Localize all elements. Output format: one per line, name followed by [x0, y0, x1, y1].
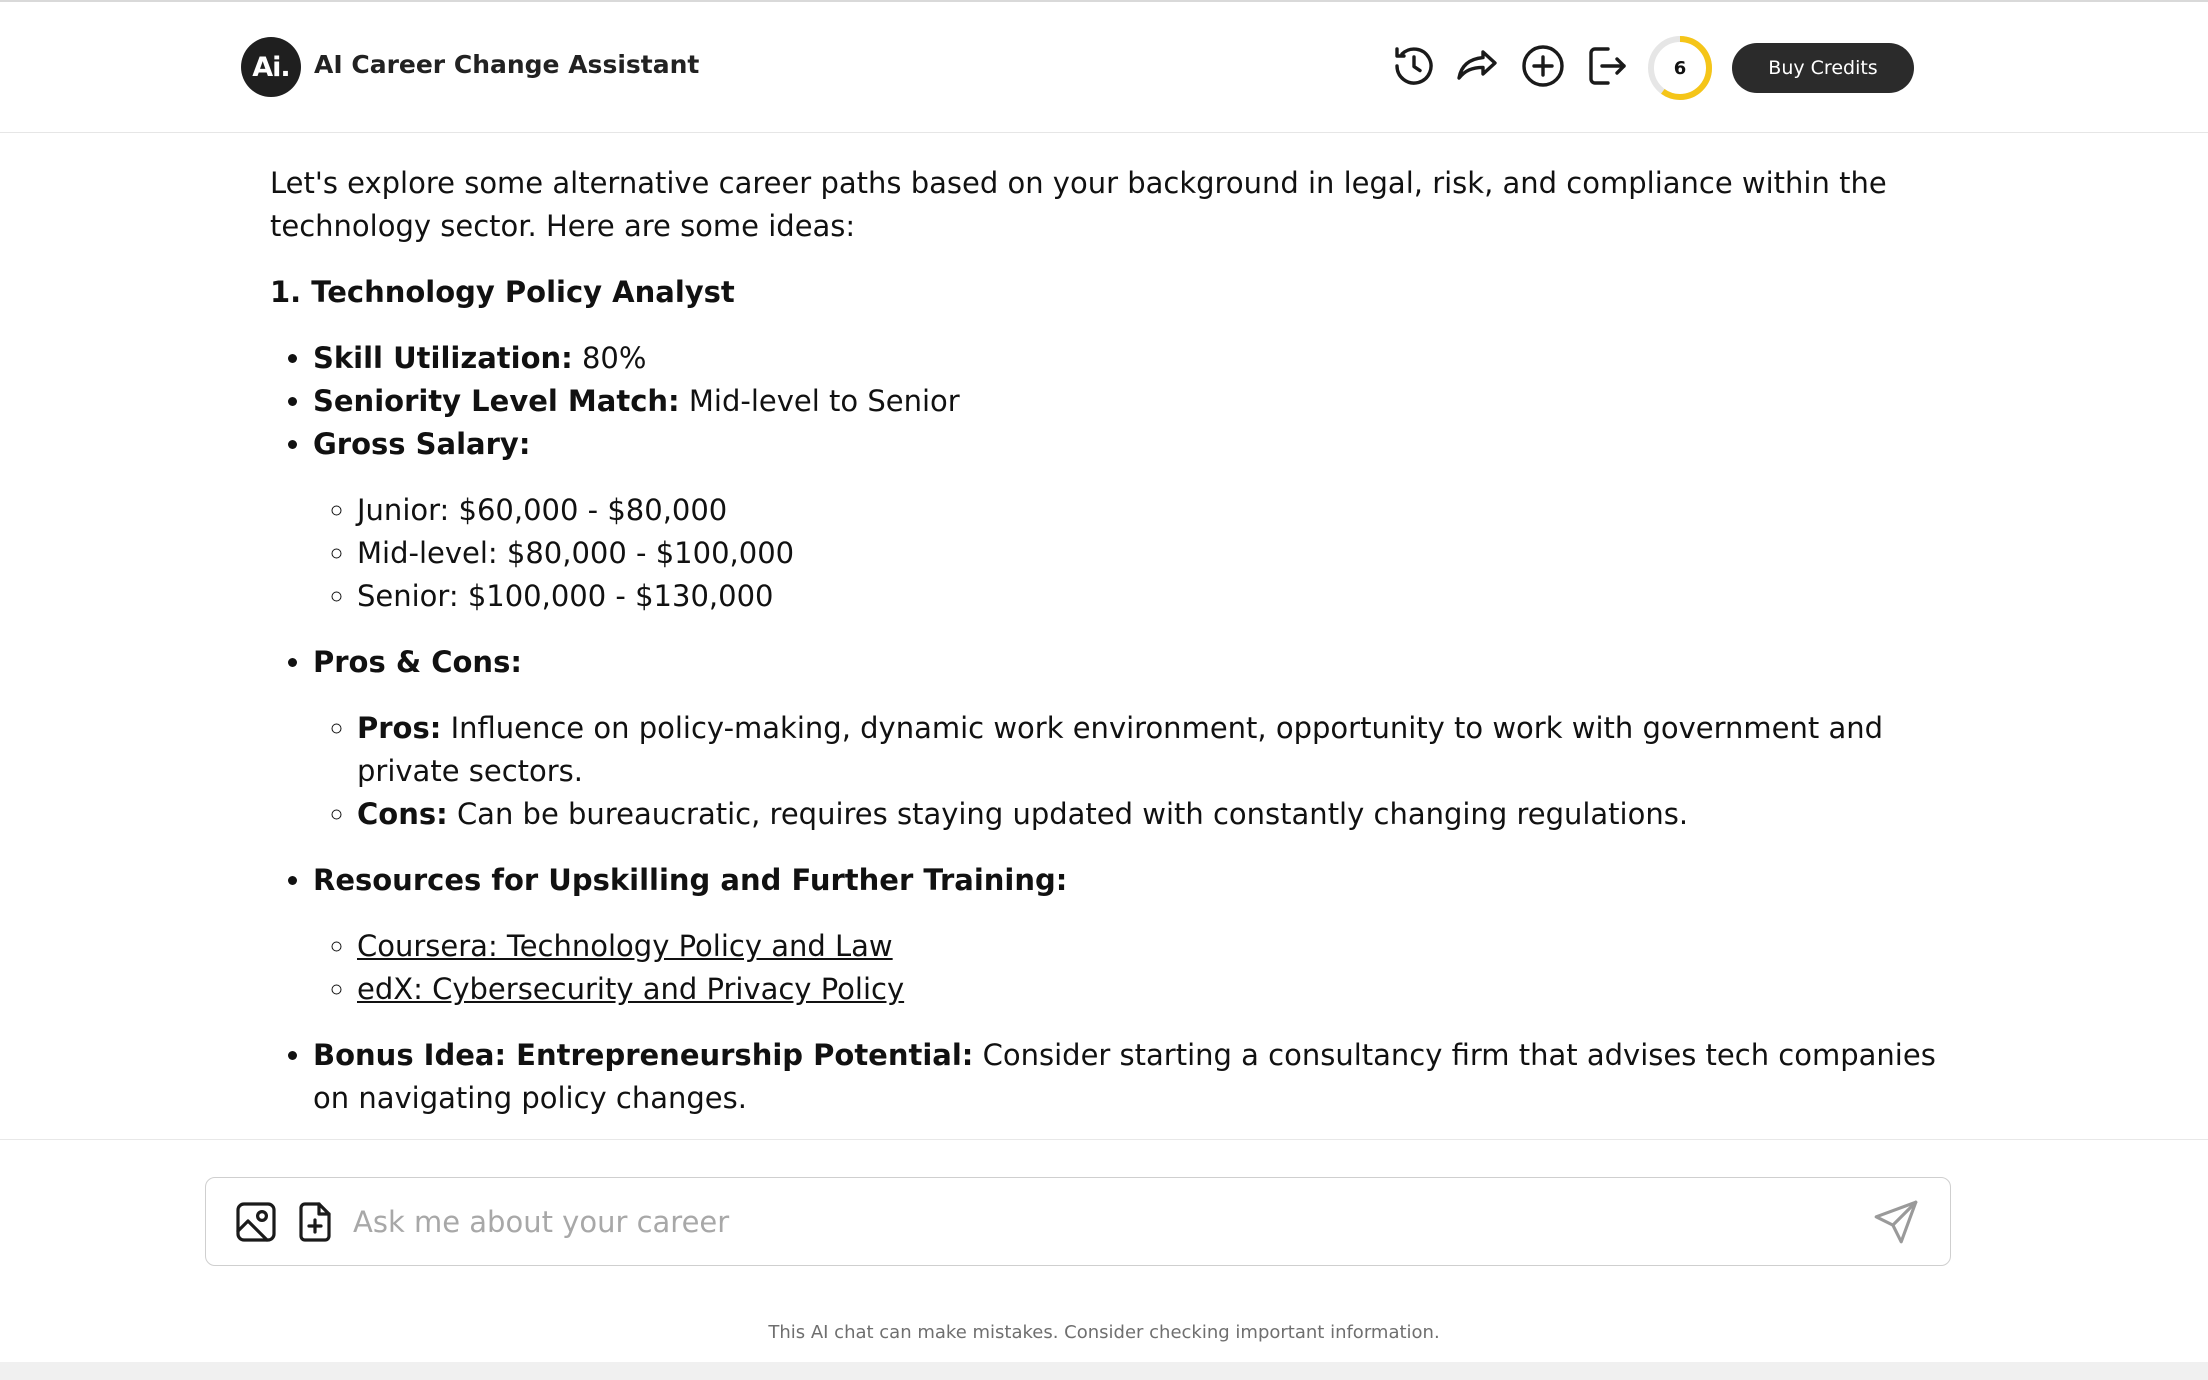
logout-button[interactable]	[1580, 40, 1632, 92]
assistant-message	[270, 162, 1950, 1139]
image-icon	[232, 1198, 280, 1246]
intro-text: Let's explore some alternative career paths based on your background in legal, risk, and compliance within the technology sector. Here are some ideas:	[270, 166, 1887, 243]
share-button[interactable]	[1451, 40, 1503, 92]
chat-composer	[205, 1177, 1951, 1266]
salary-list	[313, 489, 1950, 618]
pros-cons-label: Pros & Cons:	[313, 645, 522, 679]
cons-label: Cons:	[357, 797, 448, 831]
bonus-item	[313, 1034, 1950, 1120]
pros-label: Pros:	[357, 711, 442, 745]
app-logo: Ai.	[241, 37, 301, 97]
salary-junior: ◦ Junior: $60,000 - $80,000	[357, 489, 1950, 532]
resource-link-coursera[interactable]: Coursera: Technology Policy and Law	[357, 929, 893, 963]
disclaimer-text: This AI chat can make mistakes. Consider checking important information.	[768, 1322, 1440, 1343]
buy-credits-button[interactable]: Buy Credits	[1732, 43, 1914, 93]
resources-item	[313, 859, 1950, 1011]
career-details-list	[270, 337, 1950, 1120]
credits-indicator	[1646, 34, 1714, 102]
pros-text: Influence on policy-making, dynamic work environment, opportunity to work with government and private sectors.	[357, 711, 1884, 788]
share-icon	[1453, 42, 1501, 90]
upload-file-button[interactable]	[291, 1198, 339, 1246]
salary-mid: ◦ Mid-level: $80,000 - $100,000	[357, 532, 1950, 575]
history-icon	[1390, 42, 1438, 90]
salary-senior: ◦ Senior: $100,000 - $130,000	[357, 575, 1950, 618]
pros-cons-list	[313, 707, 1950, 836]
cons-text: Can be bureaucratic, requires staying updated with constantly changing regulations.	[456, 797, 1689, 831]
chat-area	[0, 134, 2208, 1139]
resource-item	[357, 925, 1950, 968]
upload-image-button[interactable]	[232, 1198, 280, 1246]
chat-input[interactable]	[351, 1196, 1751, 1248]
pros-cons-item	[313, 641, 1950, 836]
app-title: AI Career Change Assistant	[314, 50, 700, 79]
skill-value: 80%	[581, 341, 647, 375]
history-button[interactable]	[1388, 40, 1440, 92]
new-chat-icon	[1519, 42, 1567, 90]
bonus-text: Consider starting a consultancy firm that advises tech companies on navigating policy changes.	[313, 1038, 1936, 1115]
skill-utilization-item	[313, 337, 1950, 380]
salary-item	[313, 423, 1950, 618]
skill-label: Skill Utilization:	[313, 341, 573, 375]
file-plus-icon	[291, 1198, 339, 1246]
seniority-item	[313, 380, 1950, 423]
salary-label: Gross Salary:	[313, 427, 531, 461]
bottom-strip	[0, 1362, 2208, 1380]
pros-item	[357, 707, 1950, 793]
new-chat-button[interactable]	[1517, 40, 1569, 92]
seniority-value: Mid-level to Senior	[688, 384, 960, 418]
career-heading: 1. Technology Policy Analyst	[270, 275, 735, 309]
bonus-label: Bonus Idea: Entrepreneurship Potential:	[313, 1038, 974, 1072]
resource-link-edx[interactable]: edX: Cybersecurity and Privacy Policy	[357, 972, 905, 1006]
cons-item	[357, 793, 1950, 836]
composer-divider	[0, 1139, 2208, 1140]
resources-label: Resources for Upskilling and Further Training:	[313, 863, 1068, 897]
send-button[interactable]	[1871, 1197, 1921, 1247]
send-icon	[1871, 1197, 1921, 1247]
app-header	[0, 2, 2208, 133]
credits-count: 6	[1673, 57, 1687, 79]
logout-icon	[1582, 42, 1630, 90]
resource-item	[357, 968, 1950, 1011]
resources-list	[313, 925, 1950, 1011]
seniority-label: Seniority Level Match:	[313, 384, 680, 418]
